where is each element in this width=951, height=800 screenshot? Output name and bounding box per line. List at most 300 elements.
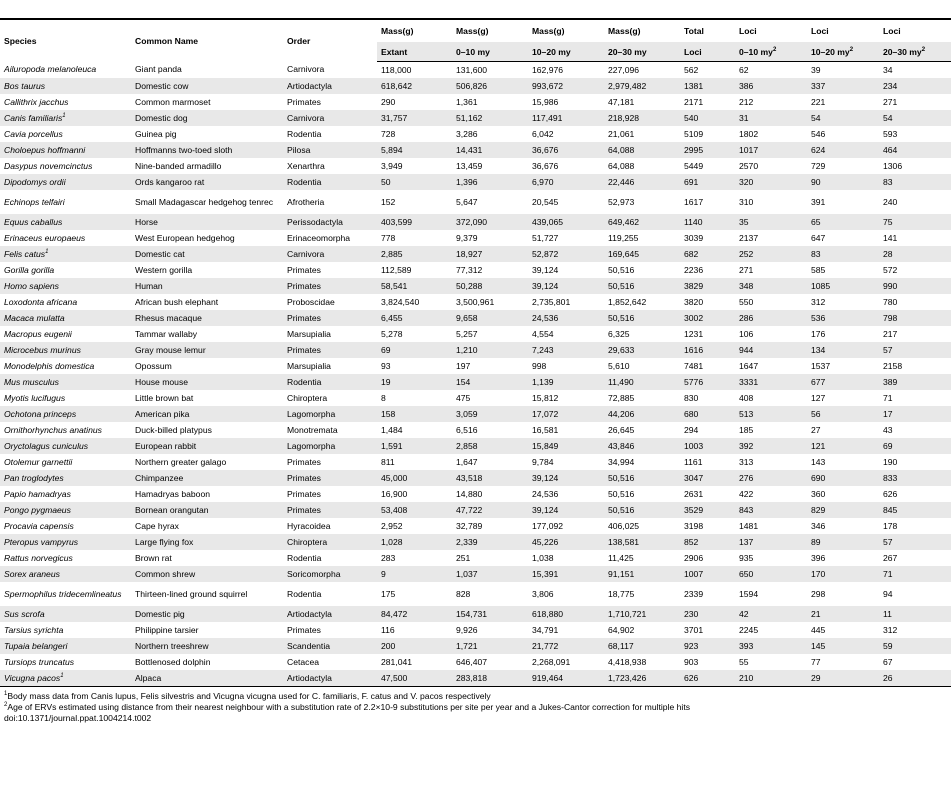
table-row <box>0 326 951 342</box>
cell-loci-0-10: 2245 <box>739 624 759 635</box>
species-name: Loxodonta africana <box>4 296 78 307</box>
cell-loci-10-20: 346 <box>811 520 826 531</box>
cell-loci-0-10: 392 <box>735 438 807 454</box>
cell-mass-20-30: 4,418,938 <box>608 656 647 667</box>
cell-mass-10-20: 177,092 <box>532 520 564 531</box>
cell-total-loci: 923 <box>680 638 735 654</box>
cell-order: Rodentia <box>283 174 377 190</box>
cell-mass-extant: 1,028 <box>377 534 452 550</box>
cell-mass-10-20: 3,806 <box>532 588 554 599</box>
cell-order: Artiodactyla <box>283 670 377 687</box>
table-row <box>0 62 951 79</box>
cell-mass-extant: 2,885 <box>377 246 452 262</box>
cell-order: Chiroptera <box>283 534 377 550</box>
cell-mass-0-10: 13,459 <box>456 160 483 171</box>
cell-loci-0-10: 210 <box>735 670 807 687</box>
cell-species <box>0 374 131 390</box>
cell-loci-10-20: 360 <box>811 488 826 499</box>
cell-common-name: Domestic pig <box>131 606 283 622</box>
cell-mass-extant: 50 <box>377 174 452 190</box>
cell-mass-0-10: 1,361 <box>456 96 478 107</box>
table-row <box>0 78 951 94</box>
footnote-2-mark: 2 <box>4 702 8 709</box>
cell-order: Primates <box>283 502 377 518</box>
cell-species <box>0 422 131 438</box>
cell-species <box>0 606 131 622</box>
cell-order: Primates <box>287 456 321 467</box>
cell-common-name: Bottlenosed dolphin <box>135 656 211 667</box>
cell-mass-extant: 19 <box>377 374 452 390</box>
cell-order: Rodentia <box>287 552 322 563</box>
table-row <box>0 582 951 606</box>
cell-mass-20-30: 52,973 <box>608 196 635 207</box>
species-name: Spermophilus tridecemlineatus <box>4 588 122 599</box>
species-name: Choloepus hoffmanni <box>4 144 86 155</box>
cell-loci-20-30: 67 <box>883 656 893 667</box>
cell-total-loci: 852 <box>680 534 735 550</box>
header-mass-10-20: Mass(g) <box>532 26 565 36</box>
cell-total-loci: 1381 <box>680 78 735 94</box>
species-name: Monodelphis domestica <box>4 360 95 371</box>
table-row <box>0 654 951 670</box>
cell-species <box>0 638 131 654</box>
cell-mass-10-20: 2,268,091 <box>532 656 571 667</box>
cell-loci-10-20: 27 <box>811 424 821 435</box>
footnote-2-text: Age of ERVs estimated using distance from their nearest neighbour with a substitution rate of 2.2×10-9 substitutions per site per year and a Jukes-Cantor correction for multiple hits <box>7 702 691 712</box>
table-row <box>0 94 951 110</box>
header-mass-0-10: Mass(g) <box>456 26 489 36</box>
cell-loci-0-10: 106 <box>739 328 754 339</box>
cell-total-loci: 1231 <box>684 328 704 339</box>
header-order: Order <box>287 35 311 46</box>
cell-mass-extant: 6,455 <box>377 310 452 326</box>
table-row <box>0 390 951 406</box>
cell-species <box>0 142 131 158</box>
cell-total-loci: 3829 <box>680 278 735 294</box>
table-row <box>0 502 951 518</box>
table-row <box>0 518 951 534</box>
table-row <box>0 438 951 454</box>
cell-mass-20-30: 50,516 <box>604 470 680 486</box>
cell-mass-extant: 84,472 <box>377 606 452 622</box>
cell-mass-0-10: 506,826 <box>452 78 528 94</box>
table-row <box>0 454 951 470</box>
cell-mass-0-10: 1,396 <box>452 174 528 190</box>
cell-species <box>0 470 131 486</box>
subheader-loci-20-30 <box>879 42 951 62</box>
cell-mass-extant: 152 <box>381 196 396 207</box>
cell-mass-20-30: 29,633 <box>604 342 680 358</box>
cell-common-name: Northern treeshrew <box>131 638 283 654</box>
table-row <box>0 174 951 190</box>
table-row <box>0 278 951 294</box>
species-name: Equus caballus <box>4 216 63 227</box>
cell-order: Afrotheria <box>287 196 325 207</box>
cell-total-loci: 5109 <box>684 128 704 139</box>
cell-total-loci: 540 <box>680 110 735 126</box>
cell-loci-0-10: 3331 <box>735 374 807 390</box>
footnote-1-mark: 1 <box>60 672 64 679</box>
cell-mass-10-20: 36,676 <box>528 142 604 158</box>
cell-order: Erinaceomorpha <box>287 232 351 243</box>
cell-mass-20-30: 64,088 <box>608 160 635 171</box>
cell-loci-10-20: 39 <box>811 64 821 75</box>
cell-loci-10-20: 134 <box>807 342 879 358</box>
cell-common-name: Chimpanzee <box>131 470 283 486</box>
header-mass-extant: Mass(g) <box>381 26 414 36</box>
cell-mass-0-10: 1,647 <box>456 456 478 467</box>
cell-mass-20-30: 649,462 <box>604 214 680 230</box>
cell-loci-20-30: 83 <box>879 174 951 190</box>
cell-species <box>0 566 131 582</box>
cell-mass-20-30: 169,645 <box>604 246 680 262</box>
cell-total-loci: 562 <box>684 64 699 75</box>
table-row <box>0 262 951 278</box>
cell-loci-0-10: 1802 <box>739 128 759 139</box>
cell-mass-extant: 281,041 <box>381 656 413 667</box>
cell-order: Artiodactyla <box>283 78 377 94</box>
subheader-loci-0-10 <box>735 42 807 62</box>
cell-species <box>0 622 131 638</box>
cell-mass-20-30: 138,581 <box>604 534 680 550</box>
cell-total-loci: 230 <box>680 606 735 622</box>
cell-mass-0-10: 2,339 <box>452 534 528 550</box>
subheader-loci-0-10-text: 0–10 my <box>739 46 773 57</box>
cell-mass-extant: 728 <box>381 128 396 139</box>
cell-mass-extant: 290 <box>381 96 396 107</box>
cell-species <box>0 582 131 606</box>
cell-loci-0-10: 2570 <box>739 160 759 171</box>
erv-mass-table <box>0 20 951 687</box>
table-row <box>0 406 951 422</box>
cell-species <box>0 110 131 126</box>
cell-total-loci: 691 <box>680 174 735 190</box>
cell-mass-10-20: 919,464 <box>528 670 604 687</box>
cell-species <box>0 326 131 342</box>
cell-mass-extant: 69 <box>377 342 452 358</box>
cell-loci-0-10: 843 <box>735 502 807 518</box>
cell-mass-20-30: 6,325 <box>608 328 630 339</box>
cell-total-loci: 2171 <box>684 96 704 107</box>
cell-mass-20-30: 22,446 <box>604 174 680 190</box>
doi-line: doi:10.1371/journal.ppat.1004214.t002 <box>4 713 152 723</box>
cell-mass-0-10: 50,288 <box>452 278 528 294</box>
cell-order: Primates <box>283 310 377 326</box>
cell-mass-extant: 112,589 <box>381 264 412 275</box>
cell-loci-10-20: 829 <box>807 502 879 518</box>
cell-loci-0-10: 252 <box>735 246 807 262</box>
cell-mass-10-20: 618,880 <box>528 606 604 622</box>
cell-mass-extant: 283 <box>381 552 396 563</box>
cell-order: Primates <box>283 278 377 294</box>
cell-mass-extant: 1,484 <box>381 424 403 435</box>
cell-mass-0-10: 9,926 <box>456 624 478 635</box>
cell-loci-10-20: 391 <box>811 196 826 207</box>
cell-mass-10-20: 117,491 <box>528 110 604 126</box>
cell-common-name: Domestic cat <box>131 246 283 262</box>
table-row <box>0 126 951 142</box>
cell-total-loci: 626 <box>680 670 735 687</box>
cell-common-name: Gray mouse lemur <box>131 342 283 358</box>
cell-common-name: Domestic dog <box>131 110 283 126</box>
footnotes <box>0 687 951 724</box>
cell-order: Xenarthra <box>287 160 325 171</box>
cell-mass-extant: 811 <box>381 456 395 467</box>
species-name: Pongo pygmaeus <box>4 504 71 515</box>
species-name: Microcebus murinus <box>4 344 81 355</box>
cell-species <box>0 358 131 374</box>
table-row <box>0 374 951 390</box>
cell-common-name: Common shrew <box>131 566 283 582</box>
cell-total-loci: 680 <box>680 406 735 422</box>
cell-common-name: Large flying fox <box>131 534 283 550</box>
cell-order: Primates <box>283 470 377 486</box>
subheader-loci-10-20-text: 10–20 my <box>811 46 850 57</box>
cell-species <box>0 534 131 550</box>
cell-loci-0-10: 935 <box>739 552 754 563</box>
cell-order: Rodentia <box>287 588 322 599</box>
cell-common-name: Hamadryas baboon <box>135 488 211 499</box>
cell-loci-0-10: 320 <box>735 174 807 190</box>
cell-loci-0-10: 550 <box>739 296 754 307</box>
cell-mass-20-30: 218,928 <box>604 110 680 126</box>
cell-mass-0-10: 1,037 <box>452 566 528 582</box>
species-name: Bos taurus <box>4 80 46 91</box>
cell-loci-0-10: 1594 <box>739 588 759 599</box>
species-name: Gorilla gorilla <box>4 264 55 275</box>
cell-mass-extant: 93 <box>381 360 391 371</box>
cell-total-loci: 1616 <box>680 342 735 358</box>
cell-total-loci: 5776 <box>680 374 735 390</box>
cell-order: Chiroptera <box>287 392 328 403</box>
cell-loci-0-10: 185 <box>739 424 754 435</box>
cell-mass-10-20: 6,970 <box>528 174 604 190</box>
cell-loci-0-10: 313 <box>739 456 754 467</box>
cell-mass-extant: 403,599 <box>377 214 452 230</box>
cell-loci-20-30: 59 <box>879 638 951 654</box>
cell-loci-0-10: 348 <box>735 278 807 294</box>
cell-mass-extant: 618,642 <box>377 78 452 94</box>
cell-mass-10-20: 16,581 <box>532 424 559 435</box>
cell-mass-0-10: 9,658 <box>452 310 528 326</box>
species-name: Tarsius syrichta <box>4 624 64 635</box>
cell-mass-0-10: 2,858 <box>452 438 528 454</box>
cell-species <box>0 310 131 326</box>
cell-mass-10-20: 998 <box>532 360 547 371</box>
cell-mass-extant: 45,000 <box>377 470 452 486</box>
footnote-1-mark: 1 <box>62 112 66 119</box>
cell-loci-20-30: 593 <box>883 128 898 139</box>
cell-order: Marsupialia <box>287 360 331 371</box>
cell-species <box>0 342 131 358</box>
footnote-2-mark: 2 <box>849 46 854 53</box>
cell-common-name: Horse <box>131 214 283 230</box>
cell-total-loci: 2631 <box>684 488 704 499</box>
cell-common-name: Rhesus macaque <box>131 310 283 326</box>
cell-species <box>0 278 131 294</box>
cell-mass-20-30: 47,181 <box>608 96 635 107</box>
cell-order: Lagomorpha <box>283 406 377 422</box>
cell-total-loci: 3701 <box>684 624 704 635</box>
cell-mass-20-30: 1,723,426 <box>604 670 680 687</box>
cell-loci-0-10: 422 <box>739 488 754 499</box>
table-row <box>0 142 951 158</box>
cell-mass-extant: 16,900 <box>381 488 408 499</box>
cell-loci-10-20: 89 <box>807 534 879 550</box>
cell-common-name: African bush elephant <box>135 296 219 307</box>
cell-loci-10-20: 690 <box>807 470 879 486</box>
cell-loci-10-20: 65 <box>807 214 879 230</box>
cell-mass-extant: 9 <box>377 566 452 582</box>
cell-loci-20-30: 833 <box>879 470 951 486</box>
cell-order: Primates <box>287 488 321 499</box>
cell-mass-extant: 175 <box>381 588 396 599</box>
header-total: Total <box>684 26 704 36</box>
cell-loci-10-20: 312 <box>811 296 826 307</box>
cell-common-name: Cape hyrax <box>135 520 179 531</box>
cell-mass-20-30: 91,151 <box>604 566 680 582</box>
cell-mass-10-20: 45,226 <box>528 534 604 550</box>
cell-common-name: Giant panda <box>135 64 182 75</box>
cell-mass-10-20: 52,872 <box>528 246 604 262</box>
cell-mass-20-30: 68,117 <box>604 638 680 654</box>
cell-common-name: Philippine tarsier <box>135 624 199 635</box>
footnote-2 <box>4 702 951 713</box>
cell-mass-extant: 778 <box>381 232 396 243</box>
cell-mass-20-30: 72,885 <box>608 392 635 403</box>
footnote-2-mark: 2 <box>772 46 777 53</box>
cell-mass-10-20: 17,072 <box>528 406 604 422</box>
species-name: Pteropus vampyrus <box>4 536 79 547</box>
cell-loci-20-30: 389 <box>879 374 951 390</box>
cell-mass-20-30: 21,061 <box>608 128 635 139</box>
cell-mass-20-30: 50,516 <box>608 264 635 275</box>
cell-loci-10-20: 624 <box>807 142 879 158</box>
cell-order: Carnivora <box>283 110 377 126</box>
footnote-2-mark: 2 <box>921 46 926 53</box>
cell-total-loci: 1007 <box>680 566 735 582</box>
cell-common-name: Thirteen-lined ground squirrel <box>135 588 248 599</box>
cell-order: Lagomorpha <box>283 438 377 454</box>
cell-total-loci: 3047 <box>680 470 735 486</box>
cell-loci-10-20: 298 <box>811 588 826 599</box>
cell-mass-20-30: 11,425 <box>608 552 634 563</box>
cell-mass-extant: 8 <box>381 392 386 403</box>
header-row-1 <box>0 20 951 42</box>
cell-species <box>0 486 131 502</box>
cell-mass-0-10: 197 <box>456 360 471 371</box>
cell-mass-20-30: 50,516 <box>604 502 680 518</box>
table-body <box>0 62 951 687</box>
cell-loci-20-30: 43 <box>883 424 893 435</box>
cell-mass-extant: 3,824,540 <box>381 296 420 307</box>
cell-mass-20-30: 64,088 <box>604 142 680 158</box>
table-row <box>0 358 951 374</box>
cell-order: Scandentia <box>283 638 377 654</box>
header-common-name: Common Name <box>135 35 199 46</box>
cell-loci-20-30: 626 <box>883 488 898 499</box>
species-name: Ochotona princeps <box>4 408 77 419</box>
cell-total-loci: 3198 <box>684 520 704 531</box>
table-row <box>0 214 951 230</box>
cell-mass-extant: 58,541 <box>377 278 452 294</box>
cell-mass-10-20: 24,536 <box>532 488 559 499</box>
cell-order: Artiodactyla <box>283 606 377 622</box>
cell-mass-0-10: 14,880 <box>456 488 483 499</box>
cell-loci-10-20: 145 <box>807 638 879 654</box>
cell-loci-0-10: 212 <box>739 96 754 107</box>
table-row <box>0 534 951 550</box>
species-name: Myotis lucifugus <box>4 392 66 403</box>
cell-total-loci: 1003 <box>680 438 735 454</box>
cell-loci-20-30: 17 <box>879 406 951 422</box>
cell-loci-0-10: 286 <box>735 310 807 326</box>
cell-total-loci: 3529 <box>680 502 735 518</box>
cell-order: Carnivora <box>283 246 377 262</box>
cell-mass-10-20: 9,784 <box>532 456 554 467</box>
cell-loci-10-20: 396 <box>811 552 826 563</box>
cell-loci-10-20: 536 <box>807 310 879 326</box>
cell-order: Soricomorpha <box>283 566 377 582</box>
cell-loci-10-20: 143 <box>811 456 826 467</box>
cell-mass-0-10: 9,379 <box>456 232 478 243</box>
cell-loci-20-30: 234 <box>879 78 951 94</box>
cell-total-loci: 2995 <box>680 142 735 158</box>
cell-mass-10-20: 20,545 <box>532 196 559 207</box>
cell-mass-10-20: 39,124 <box>528 470 604 486</box>
cell-mass-extant: 116 <box>381 624 395 635</box>
cell-mass-0-10: 18,927 <box>452 246 528 262</box>
cell-total-loci: 3002 <box>680 310 735 326</box>
cell-order: Hyracoidea <box>287 520 331 531</box>
cell-total-loci: 3820 <box>684 296 704 307</box>
cell-common-name: Ords kangaroo rat <box>131 174 283 190</box>
cell-mass-20-30: 1,710,721 <box>604 606 680 622</box>
table-row <box>0 566 951 582</box>
species-name: Macropus eugenii <box>4 328 72 339</box>
species-name: Erinaceus europaeus <box>4 232 86 243</box>
cell-loci-20-30: 190 <box>883 456 898 467</box>
cell-total-loci: 1140 <box>680 214 735 230</box>
cell-order: Perissodactyla <box>283 214 377 230</box>
cell-mass-extant: 31,757 <box>377 110 452 126</box>
cell-mass-0-10: 154 <box>452 374 528 390</box>
cell-common-name: Hoffmanns two-toed sloth <box>131 142 283 158</box>
cell-mass-10-20: 7,243 <box>528 342 604 358</box>
cell-total-loci: 294 <box>684 424 699 435</box>
species-name: Homo sapiens <box>4 280 59 291</box>
cell-loci-10-20: 170 <box>807 566 879 582</box>
cell-order: Primates <box>287 264 321 275</box>
cell-mass-20-30: 11,490 <box>604 374 680 390</box>
cell-species <box>0 518 131 534</box>
cell-order: Rodentia <box>287 128 322 139</box>
cell-mass-20-30: 18,775 <box>608 588 635 599</box>
table-row <box>0 110 951 126</box>
species-name: Otolemur garnettii <box>4 456 73 467</box>
cell-species <box>0 654 131 670</box>
cell-loci-20-30: 34 <box>883 64 893 75</box>
cell-loci-20-30: 69 <box>879 438 951 454</box>
footnote-1-mark: 1 <box>45 248 49 255</box>
cell-loci-20-30: 28 <box>879 246 951 262</box>
cell-common-name: Human <box>131 278 283 294</box>
cell-mass-extant: 5,278 <box>381 328 403 339</box>
cell-mass-0-10: 3,500,961 <box>456 296 495 307</box>
cell-loci-20-30: 94 <box>883 588 893 599</box>
cell-loci-0-10: 35 <box>735 214 807 230</box>
cell-loci-10-20: 176 <box>811 328 826 339</box>
